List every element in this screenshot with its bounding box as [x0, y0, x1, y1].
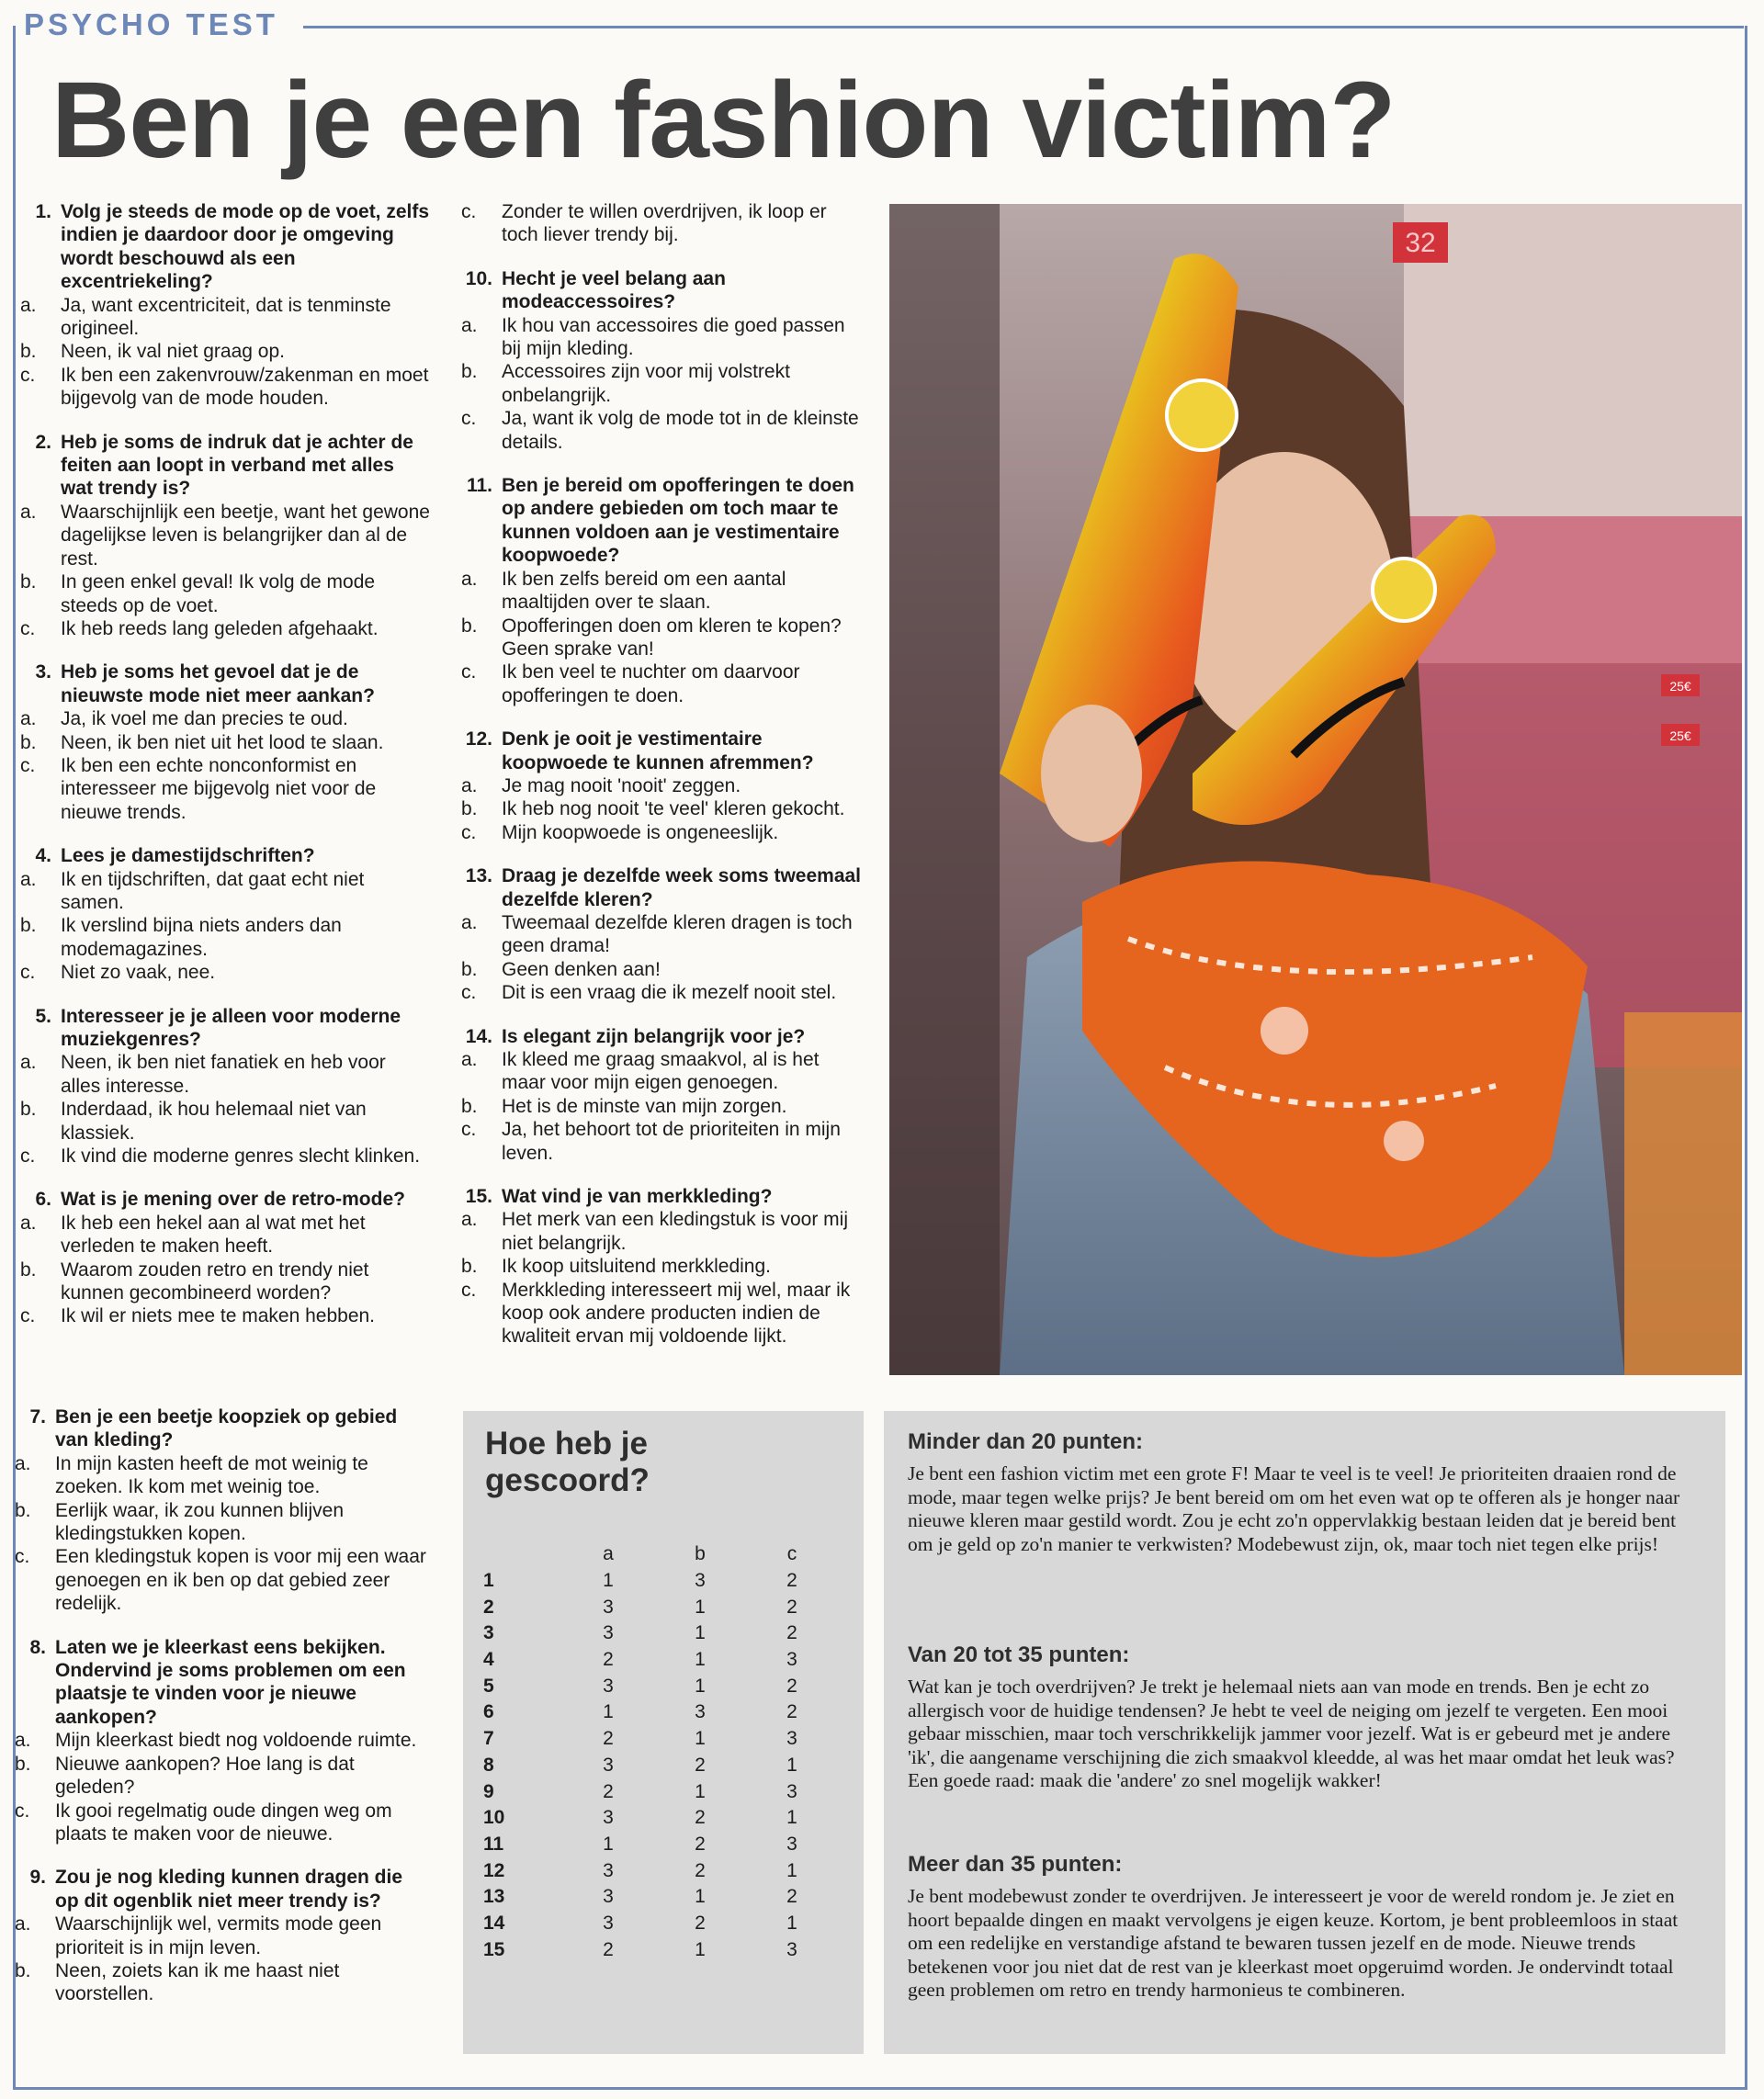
question-block	[459, 200, 864, 247]
option-text: Ik ben een echte nonconformist en interesseer me bijgevolg niet voor de nieuwe trends.	[61, 754, 377, 823]
question-number: 10.	[465, 267, 492, 289]
answer-option	[459, 1279, 864, 1349]
option-letter: a.	[15, 1452, 31, 1474]
question-number: 9.	[29, 1867, 46, 1889]
question-number: 12.	[465, 728, 492, 750]
option-text: Neen, ik ben niet fanatiek en heb voor alles interesse.	[61, 1052, 386, 1097]
option-text: Waarschijnlijk wel, vermits mode geen prioriteit is in mijn leven.	[55, 1913, 382, 1958]
option-text: Mijn koopwoede is ongeneeslijk.	[502, 821, 779, 843]
score-value-c: 1	[786, 1912, 797, 1934]
option-letter: a.	[15, 1913, 31, 1935]
question-title	[18, 1188, 430, 1211]
option-letter: c.	[15, 1800, 30, 1822]
score-title	[485, 1426, 650, 1499]
score-value-c: 2	[786, 1570, 797, 1592]
option-letter: c.	[20, 1145, 36, 1168]
option-letter: c.	[461, 661, 477, 683]
option-text: Geen denken aan!	[502, 958, 661, 980]
question-number: 2.	[35, 431, 51, 453]
score-row	[483, 1726, 838, 1753]
question-number: 1.	[35, 201, 51, 222]
score-question-number: 4	[483, 1649, 494, 1671]
score-row	[483, 1778, 838, 1805]
score-value-b: 1	[695, 1596, 706, 1618]
option-text: Ik ben zelfs bereid om een aantal maaltijden over te slaan.	[502, 568, 786, 614]
option-text: Ik heb nog nooit 'te veel' kleren gekocht.	[502, 798, 845, 820]
score-value-c: 1	[786, 1807, 797, 1829]
result-heading-1: Minder dan 20 punten:	[908, 1429, 1144, 1454]
option-text: Een kledingstuk kopen is voor mij een waar genoegen en ik ben op dat gebied zeer redelijk.	[55, 1546, 426, 1615]
answer-option	[459, 981, 864, 1004]
score-question-number: 7	[483, 1728, 494, 1750]
score-question-number: 14	[483, 1912, 505, 1934]
answer-option	[459, 615, 864, 661]
question-title	[459, 864, 864, 911]
score-header-b: b	[695, 1543, 706, 1565]
option-letter: b.	[15, 1753, 31, 1775]
score-value-b: 2	[695, 1754, 706, 1776]
result-text-3: Je bent modebewust zonder te overdrijven. Je interesseert je voor de wereld rondom je. Je ziet en hoort bepaalde dingen en maakt vervolgens je eigen keuze. Kortom, je bent probleemloos in staat om een redelijke en verstandige afstand te bewaren tussen jezelf en de mode. Nieuwe trends betekenen voor jou niet dat de rest van je kleerkast moet opgeruimd worden. Je ondervindt totaal geen problemen om retro en trendy harmonieus te combineren.	[908, 1885, 1679, 2002]
option-letter: c.	[20, 364, 36, 386]
score-header-row	[483, 1541, 838, 1568]
option-letter: b.	[461, 1256, 478, 1278]
score-question-number: 2	[483, 1596, 494, 1618]
option-text: Ik verslind bijna niets anders dan modemagazines.	[61, 915, 342, 960]
score-value-c: 1	[786, 1859, 797, 1881]
option-letter: b.	[15, 1499, 31, 1521]
option-text: Neen, ik ben niet uit het lood te slaan.	[61, 731, 384, 753]
question-text: Lees je damestijdschriften?	[61, 845, 315, 867]
answer-option	[459, 821, 864, 844]
option-text: Ik koop uitsluitend merkkleding.	[502, 1256, 771, 1278]
option-letter: b.	[20, 731, 37, 753]
option-text: Ja, want excentriciteit, dat is tenminste origineel.	[61, 294, 391, 340]
option-letter: b.	[461, 798, 478, 820]
question-number: 8.	[29, 1636, 46, 1658]
section-label: PSYCHO TEST	[24, 7, 278, 41]
option-text: In geen enkel geval! Ik volg de mode steeds op de voet.	[61, 571, 376, 616]
option-letter: b.	[461, 958, 478, 980]
option-text: Dit is een vraag die ik mezelf nooit stel.	[502, 982, 837, 1004]
question-block	[18, 660, 430, 824]
option-letter: c.	[20, 617, 36, 639]
option-letter: b.	[20, 1099, 37, 1121]
option-text: Ik gooi regelmatig oude dingen weg om plaats te maken voor de nieuwe.	[55, 1800, 392, 1845]
option-text: Tweemaal dezelfde kleren dragen is toch geen drama!	[502, 911, 853, 957]
photo-woman-with-flip-flops	[889, 204, 1742, 1375]
question-number: 6.	[35, 1189, 51, 1211]
question-block	[18, 200, 430, 411]
question-number: 7.	[29, 1406, 46, 1428]
answer-option	[13, 1959, 426, 2006]
option-letter: a.	[15, 1730, 31, 1752]
option-letter: a.	[20, 1212, 37, 1234]
answer-option	[459, 1048, 864, 1095]
score-row	[483, 1805, 838, 1832]
score-value-b: 1	[695, 1622, 706, 1644]
question-title	[18, 431, 430, 501]
option-text: Ik vind die moderne genres slecht klinken.	[61, 1145, 421, 1168]
question-text: Heb je soms het gevoel dat je de nieuwste mode niet meer aankan?	[61, 661, 375, 706]
answer-option	[459, 568, 864, 615]
score-value-b: 2	[695, 1859, 706, 1881]
question-text: Hecht je veel belang aan modeaccessoires?	[502, 267, 726, 313]
questions-column-1-bottom	[13, 1405, 426, 2026]
answer-option	[459, 911, 864, 958]
answer-option	[18, 731, 430, 754]
answer-option	[459, 407, 864, 454]
question-number: 11.	[466, 475, 492, 497]
tag-label-2: 25€	[1669, 728, 1691, 743]
option-letter: a.	[20, 294, 37, 316]
question-block	[459, 1025, 864, 1165]
option-letter: a.	[461, 1049, 478, 1070]
score-question-number: 10	[483, 1807, 505, 1829]
score-row	[483, 1884, 838, 1911]
question-title	[13, 1636, 426, 1730]
score-row	[483, 1911, 838, 1937]
score-question-number: 12	[483, 1859, 505, 1881]
question-title	[18, 660, 430, 707]
option-text: Waarom zouden retro en trendy niet kunnen gecombineerd worden?	[61, 1258, 369, 1304]
question-number: 4.	[35, 845, 51, 867]
answer-option	[459, 200, 864, 247]
question-block	[18, 431, 430, 641]
score-value-b: 2	[695, 1912, 706, 1934]
score-question-number: 15	[483, 1938, 505, 1960]
option-text: Nieuwe aankopen? Hoe lang is dat geleden?	[55, 1753, 355, 1799]
score-title-line2: gescoord?	[485, 1462, 650, 1498]
tag-label-1: 25€	[1669, 679, 1691, 694]
score-value-b: 1	[695, 1649, 706, 1671]
score-row	[483, 1568, 838, 1595]
option-letter: a.	[461, 568, 478, 590]
answer-option	[459, 797, 864, 820]
answer-option	[18, 1212, 430, 1258]
question-text: Is elegant zijn belangrijk voor je?	[502, 1025, 806, 1047]
option-text: Het is de minste van mijn zorgen.	[502, 1095, 787, 1117]
option-text: Waarschijnlijk een beetje, want het gewone dagelijkse leven is belangrijker dan al de rest.	[61, 501, 430, 570]
option-letter: a.	[20, 708, 37, 730]
score-value-a: 1	[603, 1701, 614, 1723]
score-row	[483, 1647, 838, 1674]
question-title	[459, 1185, 864, 1208]
score-value-c: 3	[786, 1780, 797, 1802]
question-text: Laten we je kleerkast eens bekijken. Ondervind je soms problemen om een plaatsje te vinden voor je nieuwe aankopen?	[55, 1636, 406, 1728]
option-letter: b.	[20, 1258, 37, 1281]
score-value-c: 2	[786, 1701, 797, 1723]
score-value-c: 3	[786, 1833, 797, 1855]
question-title	[459, 1025, 864, 1048]
score-row	[483, 1620, 838, 1647]
question-text: Ben je bereid om opofferingen te doen op andere gebieden om toch maar te kunnen voldoen aan je vestimentaire koopwoede?	[502, 475, 854, 567]
score-value-b: 3	[695, 1701, 706, 1723]
score-table	[483, 1541, 838, 1963]
result-text-1: Je bent een fashion victim met een grote F! Maar te veel is te veel! Je prioriteiten draaien rond de mode, maar tegen welke prijs? Je bent bereid om om het even wat op te offeren als je honger naar nieuwe kleren maar gestild wordt. Zou je echt zo'n oppervlakkig bestaan leiden dat je bereid bent om je geld op zo'n manier te verkwisten? Modebewust zijn, ok, maar toch niet tegen elke prijs!	[908, 1462, 1680, 1555]
option-letter: b.	[15, 1959, 31, 1981]
answer-option	[459, 314, 864, 361]
score-value-b: 1	[695, 1938, 706, 1960]
option-text: Ik heb een hekel aan al wat met het verleden te maken heeft.	[61, 1212, 366, 1258]
answer-option	[459, 958, 864, 981]
score-header-a: a	[603, 1543, 614, 1565]
score-box	[463, 1411, 864, 2054]
question-number: 13.	[465, 865, 492, 887]
question-text: Wat vind je van merkkleding?	[502, 1186, 773, 1208]
score-question-number: 11	[483, 1833, 504, 1855]
question-number: 14.	[465, 1025, 492, 1047]
option-text: Neen, ik val niet graag op.	[61, 341, 285, 363]
option-text: Inderdaad, ik hou helemaal niet van klassiek.	[61, 1099, 367, 1144]
option-text: In mijn kasten heeft de mot weinig te zoeken. Ik kom met weinig toe.	[55, 1452, 368, 1498]
answer-option	[18, 501, 430, 570]
option-letter: c.	[461, 821, 477, 843]
question-title	[13, 1866, 426, 1913]
score-value-c: 1	[786, 1754, 797, 1776]
option-letter: c.	[20, 754, 36, 776]
option-text: Neen, zoiets kan ik me haast niet voorstellen.	[55, 1959, 340, 2005]
answer-option	[18, 570, 430, 617]
question-block	[13, 1866, 426, 2005]
answer-option	[459, 360, 864, 407]
option-text: Je mag nooit 'nooit' zeggen.	[502, 774, 741, 796]
score-row	[483, 1699, 838, 1726]
answer-option	[459, 1118, 864, 1165]
answer-option	[459, 1208, 864, 1255]
answer-option	[459, 1255, 864, 1278]
answer-option	[13, 1545, 426, 1615]
answer-option	[18, 1145, 430, 1168]
option-text: Ik heb reeds lang geleden afgehaakt.	[61, 617, 379, 639]
answer-option	[13, 1913, 426, 1959]
score-value-a: 2	[603, 1780, 614, 1802]
question-title	[459, 474, 864, 568]
score-value-b: 1	[695, 1886, 706, 1908]
answer-option	[18, 340, 430, 363]
question-text: Wat is je mening over de retro-mode?	[61, 1189, 405, 1211]
score-value-a: 3	[603, 1622, 614, 1644]
option-letter: c.	[461, 1279, 477, 1301]
option-letter: c.	[461, 201, 477, 222]
score-question-number: 1	[483, 1570, 494, 1592]
page-title: Ben je een fashion victim?	[51, 60, 1396, 181]
score-question-number: 8	[483, 1754, 494, 1776]
score-value-b: 1	[695, 1728, 706, 1750]
score-value-c: 3	[786, 1938, 797, 1960]
question-block	[459, 267, 864, 454]
option-text: Eerlijk waar, ik zou kunnen blijven kledingstukken kopen.	[55, 1499, 344, 1545]
question-block	[459, 728, 864, 844]
score-question-number: 13	[483, 1886, 505, 1908]
option-text: Ik ben veel te nuchter om daarvoor opofferingen te doen.	[502, 661, 800, 706]
question-text: Ben je een beetje koopziek op gebied van kleding?	[55, 1406, 398, 1451]
score-value-a: 2	[603, 1649, 614, 1671]
answer-option	[459, 774, 864, 797]
option-letter: b.	[20, 341, 37, 363]
score-value-c: 3	[786, 1649, 797, 1671]
option-letter: b.	[461, 1095, 478, 1117]
photo-illustration	[889, 204, 1742, 1375]
score-value-a: 1	[603, 1833, 614, 1855]
option-text: Ik ben een zakenvrouw/zakenman en moet bijgevolg van de mode houden.	[61, 364, 429, 410]
answer-option	[13, 1753, 426, 1800]
option-letter: b.	[461, 361, 478, 383]
score-value-b: 1	[695, 1780, 706, 1802]
price-tag-label: 32	[1405, 228, 1436, 258]
question-block	[18, 1188, 430, 1327]
question-title	[13, 1405, 426, 1452]
question-title	[459, 728, 864, 774]
score-value-b: 2	[695, 1833, 706, 1855]
answer-option	[18, 1051, 430, 1098]
option-letter: c.	[20, 962, 36, 984]
score-value-a: 3	[603, 1859, 614, 1881]
questions-column-1	[18, 200, 430, 1349]
answer-option	[13, 1800, 426, 1846]
option-letter: a.	[461, 774, 478, 796]
score-value-a: 3	[603, 1596, 614, 1618]
question-title	[18, 844, 430, 867]
answer-option	[13, 1499, 426, 1546]
score-title-line1: Hoe heb je	[485, 1426, 648, 1461]
option-text: Opofferingen doen om kleren te kopen? Geen sprake van!	[502, 615, 842, 660]
option-letter: a.	[461, 1209, 478, 1231]
answer-option	[18, 1098, 430, 1145]
option-letter: b.	[461, 615, 478, 637]
option-text: Ik wil er niets mee te maken hebben.	[61, 1305, 376, 1327]
option-letter: c.	[15, 1546, 30, 1568]
result-text-2: Wat kan je toch overdrijven? Je trekt je helemaal niets aan van mode en trends. Ben je echt zo allergisch voor de huidige tendensen? Je hebt te veel de neiging om jezelf te vergeten. Een mooi gebaar misschien, maar toch verschrikkelijk jammer voor jezelf. Wat is er gebeurd met je andere 'ik', die aangename verschijning die zich smaakvol kleedde, al was het maar omdat het leuk was? Een goede raad: maak die 'andere' zo snel mogelijk wakker!	[908, 1676, 1675, 1792]
question-block	[459, 864, 864, 1004]
score-header-c: c	[786, 1543, 797, 1565]
question-block	[18, 844, 430, 984]
question-block	[18, 1005, 430, 1168]
answer-option	[18, 914, 430, 961]
question-block	[459, 474, 864, 707]
score-value-b: 2	[695, 1807, 706, 1829]
score-value-a: 1	[603, 1570, 614, 1592]
question-text: Interesseer je je alleen voor moderne muziekgenres?	[61, 1005, 401, 1050]
option-text: Mijn kleerkast biedt nog voldoende ruimte.	[55, 1730, 417, 1752]
question-number: 15.	[465, 1186, 492, 1208]
score-value-a: 3	[603, 1675, 614, 1697]
score-value-a: 3	[603, 1886, 614, 1908]
answer-option	[459, 660, 864, 707]
score-value-a: 2	[603, 1938, 614, 1960]
score-question-number: 9	[483, 1780, 494, 1802]
option-letter: c.	[20, 1305, 36, 1327]
score-question-number: 3	[483, 1622, 494, 1644]
question-text: Denk je ooit je vestimentaire koopwoede te kunnen afremmen?	[502, 728, 814, 773]
answer-option	[13, 1452, 426, 1499]
question-text: Zou je nog kleding kunnen dragen die op dit ogenblik niet meer trendy is?	[55, 1867, 403, 1912]
score-value-a: 3	[603, 1912, 614, 1934]
option-letter: a.	[20, 868, 37, 890]
answer-option	[18, 364, 430, 411]
score-row	[483, 1594, 838, 1620]
answer-option	[18, 754, 430, 824]
score-value-c: 2	[786, 1675, 797, 1697]
option-text: Ja, ik voel me dan precies te oud.	[61, 708, 348, 730]
option-text: Ik hou van accessoires die goed passen bij mijn kleding.	[502, 314, 845, 360]
option-letter: a.	[20, 501, 37, 523]
option-text: Accessoires zijn voor mij volstrekt onbelangrijk.	[502, 361, 790, 406]
option-letter: c.	[461, 408, 477, 430]
score-value-c: 2	[786, 1596, 797, 1618]
question-block	[13, 1405, 426, 1616]
results-box	[884, 1411, 1725, 2054]
score-question-number: 5	[483, 1675, 494, 1697]
score-row	[483, 1673, 838, 1699]
score-row	[483, 1832, 838, 1858]
result-heading-2: Van 20 tot 35 punten:	[908, 1642, 1130, 1667]
answer-option	[13, 1729, 426, 1752]
answer-option	[18, 868, 430, 915]
question-title	[18, 1005, 430, 1052]
score-value-c: 2	[786, 1622, 797, 1644]
question-title	[18, 200, 430, 294]
question-number: 3.	[35, 661, 51, 683]
question-title	[459, 267, 864, 314]
question-text: Heb je soms de indruk dat je achter de feiten aan loopt in verband met alles wat trendy is?	[61, 431, 413, 500]
score-value-a: 3	[603, 1754, 614, 1776]
option-text: Ja, het behoort tot de prioriteiten in mijn leven.	[502, 1119, 841, 1164]
score-value-c: 2	[786, 1886, 797, 1908]
option-letter: c.	[461, 982, 477, 1004]
option-letter: b.	[20, 915, 37, 937]
result-heading-3: Meer dan 35 punten:	[908, 1852, 1123, 1877]
answer-option	[18, 294, 430, 341]
score-question-number: 6	[483, 1701, 494, 1723]
score-row	[483, 1857, 838, 1884]
question-block	[459, 1185, 864, 1349]
option-text: Ja, want ik volg de mode tot in de kleinste details.	[502, 408, 859, 453]
score-value-b: 1	[695, 1675, 706, 1697]
question-number: 5.	[35, 1005, 51, 1027]
answer-option	[18, 1304, 430, 1327]
question-block	[13, 1636, 426, 1846]
option-letter: a.	[461, 911, 478, 933]
option-text: Het merk van een kledingstuk is voor mij niet belangrijk.	[502, 1209, 848, 1254]
option-letter: a.	[461, 314, 478, 336]
option-text: Ik en tijdschriften, dat gaat echt niet samen.	[61, 868, 365, 913]
score-value-a: 2	[603, 1728, 614, 1750]
option-letter: c.	[461, 1119, 477, 1141]
option-text: Zonder te willen overdrijven, ik loop er toch liever trendy bij.	[502, 201, 827, 246]
option-letter: a.	[20, 1052, 37, 1074]
score-row	[483, 1753, 838, 1779]
answer-option	[459, 1095, 864, 1118]
option-text: Ik kleed me graag smaakvol, al is het maar voor mijn eigen genoegen.	[502, 1049, 820, 1094]
score-row	[483, 1936, 838, 1963]
score-value-b: 3	[695, 1570, 706, 1592]
option-letter: b.	[20, 571, 37, 593]
option-text: Niet zo vaak, nee.	[61, 962, 216, 984]
header-rule	[303, 26, 1744, 28]
answer-option	[18, 1258, 430, 1305]
answer-option	[18, 707, 430, 730]
score-value-c: 3	[786, 1728, 797, 1750]
option-text: Merkkleding interesseert mij wel, maar ik koop ook andere producten indien de kwaliteit ervan mij voldoende lijkt.	[502, 1279, 851, 1348]
answer-option	[18, 961, 430, 984]
score-value-a: 3	[603, 1807, 614, 1829]
question-text: Volg je steeds de mode op de voet, zelfs indien je daardoor door je omgeving wordt beschouwd als een excentriekeling?	[61, 201, 430, 293]
questions-column-2	[459, 200, 864, 1369]
question-text: Draag je dezelfde week soms tweemaal dezelfde kleren?	[502, 865, 862, 910]
answer-option	[18, 617, 430, 640]
